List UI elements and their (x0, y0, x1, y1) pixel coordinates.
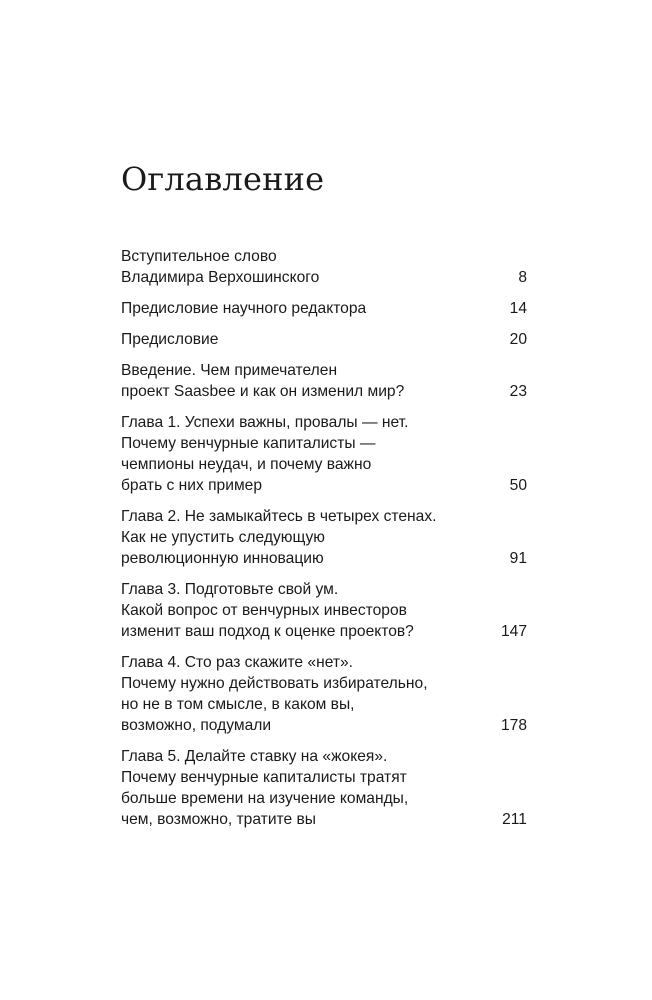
toc-page-number: 178 (500, 717, 527, 734)
toc-entry (121, 652, 527, 736)
toc-page-number: 23 (509, 383, 527, 400)
toc-entry-line: Глава 1. Успехи важны, провалы — нет. (121, 414, 409, 431)
toc-entry-title (121, 579, 414, 642)
toc-entry-line: проект Saasbee и как он изменил мир? (121, 383, 405, 400)
toc-entry-line: Введение. Чем примечателен (121, 362, 338, 379)
toc-entry-title (121, 506, 436, 569)
toc-entry-title (121, 329, 218, 350)
toc-page-number: 14 (509, 300, 527, 317)
toc-entry-title (121, 246, 319, 288)
toc-entry-line: Глава 2. Не замыкайтесь в четырех стенах. (121, 508, 437, 525)
toc-page-number: 147 (500, 623, 527, 640)
toc-entry (121, 506, 527, 569)
toc-entry (121, 360, 527, 402)
page-title: Оглавление (121, 160, 325, 198)
toc-entry-line: Почему венчурные капиталисты тратят (121, 769, 407, 786)
toc-entry-title (121, 652, 428, 736)
toc-page-number: 8 (518, 269, 527, 286)
toc-entry-line: Предисловие (121, 331, 219, 348)
toc-entry-line: Глава 3. Подготовьте свой ум. (121, 581, 339, 598)
table-of-contents (121, 246, 527, 830)
toc-entry-title (121, 298, 366, 319)
toc-entry-title (121, 360, 404, 402)
toc-entry-line: Почему нужно действовать избирательно, (121, 675, 428, 692)
toc-entry (121, 746, 527, 830)
toc-page-number: 50 (509, 477, 527, 494)
toc-entry (121, 246, 527, 288)
toc-entry-line: Вступительное слово (121, 248, 277, 265)
toc-entry-line: брать с них пример (121, 477, 263, 494)
toc-entry-line: Какой вопрос от венчурных инвесторов (121, 602, 407, 619)
toc-entry-line: чем, возможно, тратите вы (121, 811, 316, 828)
toc-entry-line: изменит ваш подход к оценке проектов? (121, 623, 414, 640)
toc-entry-line: но не в том смысле, в каком вы, (121, 696, 355, 713)
toc-entry-line: возможно, подумали (121, 717, 272, 734)
toc-entry-line: больше времени на изучение команды, (121, 790, 409, 807)
toc-entry-line: чемпионы неудач, и почему важно (121, 456, 372, 473)
toc-entry-line: Как не упустить следующую (121, 529, 325, 546)
toc-entry-line: Почему венчурные капиталисты — (121, 435, 376, 452)
toc-entry-title (121, 412, 408, 496)
toc-entry (121, 298, 527, 319)
toc-entry (121, 329, 527, 350)
toc-page-number: 91 (509, 550, 527, 567)
toc-page-number: 20 (509, 331, 527, 348)
toc-entry-line: Глава 4. Сто раз скажите «нет». (121, 654, 354, 671)
toc-entry (121, 412, 527, 496)
toc-entry-line: Предисловие научного редактора (121, 300, 367, 317)
toc-entry (121, 579, 527, 642)
toc-entry-line: Глава 5. Делайте ставку на «жокея». (121, 748, 388, 765)
toc-entry-title (121, 746, 408, 830)
toc-entry-line: Владимира Верхошинского (121, 269, 320, 286)
toc-entry-line: революционную инновацию (121, 550, 324, 567)
toc-page-number: 211 (502, 811, 527, 828)
